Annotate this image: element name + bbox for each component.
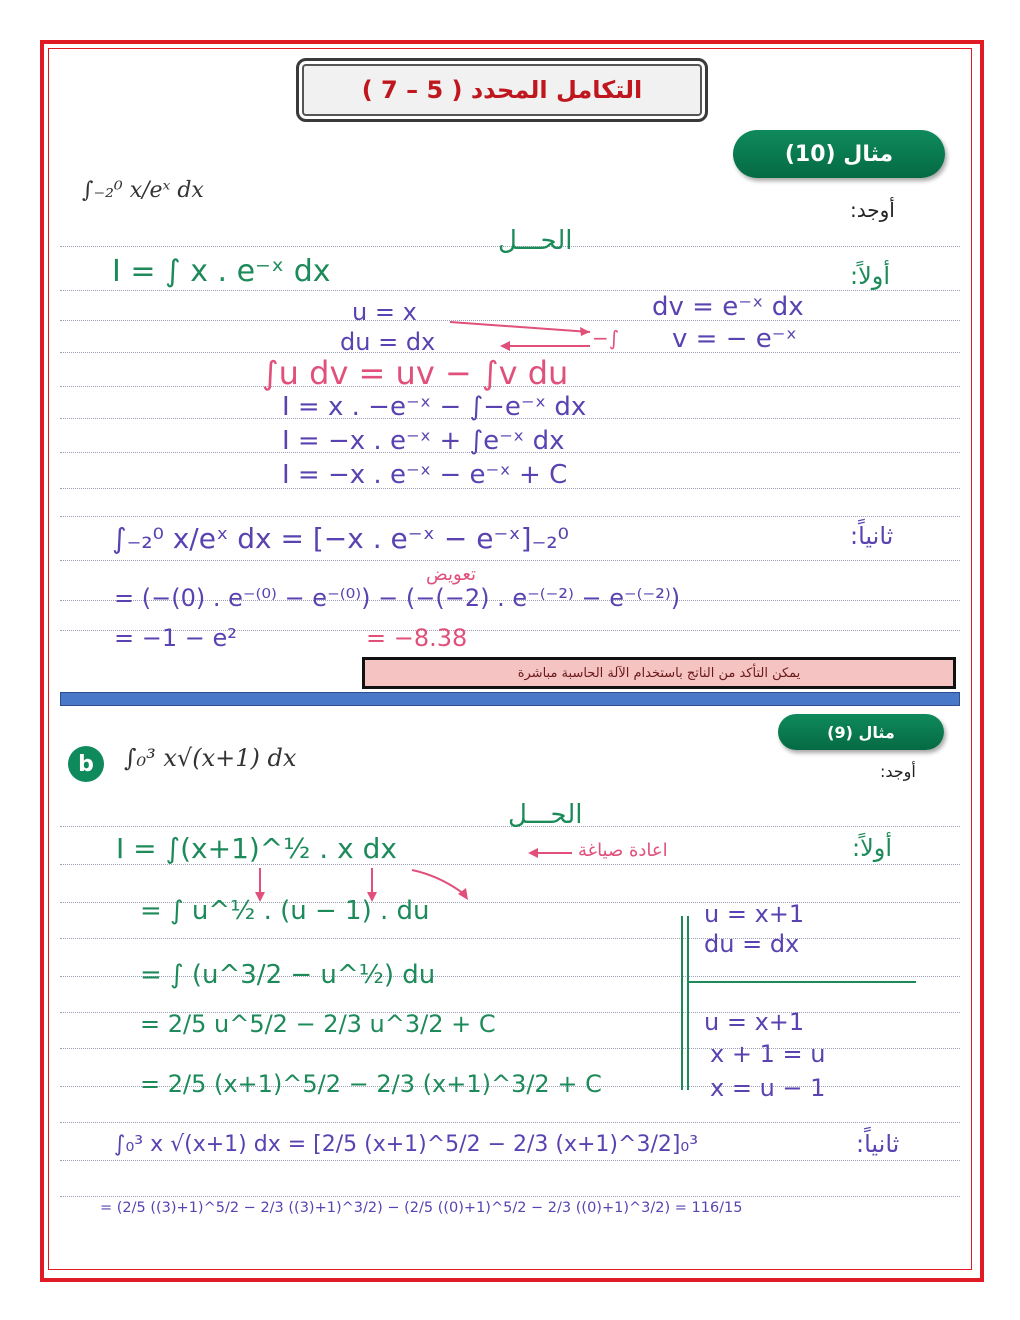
page-title: التكامل المحدد ( 5 – 7 ) bbox=[361, 76, 643, 104]
ruled-line bbox=[60, 1196, 960, 1197]
arrow-left bbox=[526, 846, 574, 860]
ruled-line bbox=[60, 1122, 960, 1123]
ex9-sub-3: u = x+1 bbox=[704, 1008, 805, 1036]
ex9-sub-2: du = dx bbox=[704, 930, 800, 958]
example-9-integral: ∫₀³ x√(x+1) dx bbox=[124, 744, 297, 772]
arrows bbox=[450, 318, 600, 354]
ex10-line-2: I = x . −e⁻ˣ − ∫−e⁻ˣ dx bbox=[282, 392, 587, 422]
ex9-def-1: ∫₀³ x √(x+1) dx = [2/5 (x+1)^5/2 − 2/3 (x+1)^3/2]₀³ bbox=[114, 1132, 699, 1157]
second-label: ثانياً: bbox=[856, 1130, 900, 1158]
example-9-badge: مثال (9) bbox=[778, 714, 944, 750]
ex10-def-3-result: = −8.38 bbox=[366, 624, 468, 652]
calculator-note: يمكن التأكد من الناتج باستخدام الآلة الحاسبة مباشرة bbox=[362, 657, 956, 689]
title-box bbox=[296, 58, 708, 122]
ex9-sub-1: u = x+1 bbox=[704, 900, 805, 928]
ruled-line bbox=[60, 1160, 960, 1161]
ex9-line-5: = 2/5 (x+1)^5/2 − 2/3 (x+1)^3/2 + C bbox=[140, 1070, 602, 1098]
ex10-def-2: = (−(0) . e⁻⁽⁰⁾ − e⁻⁽⁰⁾) − (−(−2) . e⁻⁽⁻²⁾ − e⁻⁽⁻²⁾) bbox=[114, 584, 681, 612]
part-b-marker: b bbox=[68, 746, 104, 782]
ex10-int-symbol: −∫ bbox=[592, 326, 620, 350]
ex9-sub-5: x = u − 1 bbox=[710, 1074, 826, 1102]
ex9-line-3: = ∫ (u^3/2 − u^½) du bbox=[140, 960, 436, 990]
ex10-u: u = x bbox=[352, 298, 417, 326]
ex9-line-1: I = ∫(x+1)^½ . x dx bbox=[116, 832, 397, 865]
ex9-sub-4: x + 1 = u bbox=[710, 1040, 826, 1068]
ex10-line-3: I = −x . e⁻ˣ + ∫e⁻ˣ dx bbox=[282, 426, 565, 456]
ruled-line bbox=[60, 560, 960, 561]
ex9-rearrange: اعادة صياغة bbox=[578, 840, 668, 861]
example-10-badge: مثال (10) bbox=[733, 130, 945, 178]
ex10-du: du = dx bbox=[340, 328, 436, 356]
find-label: أوجد: bbox=[850, 198, 895, 222]
ex10-v: v = − e⁻ˣ bbox=[672, 324, 798, 354]
ruled-line bbox=[60, 290, 960, 291]
ex10-line-1: I = ∫ x . e⁻ˣ dx bbox=[112, 254, 331, 289]
ex10-def-1: ∫₋₂⁰ x/eˣ dx = [−x . e⁻ˣ − e⁻ˣ]₋₂⁰ bbox=[112, 522, 569, 555]
second-label: ثانياً: bbox=[850, 522, 894, 550]
ex9-def-2: = (2/5 ((3)+1)^5/2 − 2/3 ((3)+1)^3/2) − (2/5 ((0)+1)^5/2 − 2/3 ((0)+1)^3/2) = 116/15 bbox=[100, 1200, 743, 1216]
solution-heading: الحـــل bbox=[508, 800, 583, 830]
ruled-line bbox=[60, 516, 960, 517]
ex10-subst: تعويض bbox=[426, 564, 477, 585]
ex9-line-4: = 2/5 u^5/2 − 2/3 u^3/2 + C bbox=[140, 1010, 496, 1038]
ex9-line-2: = ∫ u^½ . (u − 1) . du bbox=[140, 896, 430, 926]
find-label: أوجد: bbox=[880, 762, 916, 781]
example-10-integral: ∫₋₂⁰ x/eˣ dx bbox=[82, 178, 204, 203]
first-label: أولاً: bbox=[852, 834, 893, 862]
section-divider bbox=[60, 692, 960, 706]
solution-heading: الحـــل bbox=[498, 226, 573, 256]
ex10-line-4: I = −x . e⁻ˣ − e⁻ˣ + C bbox=[282, 460, 568, 490]
ex10-formula: ∫u dv = uv − ∫v du bbox=[262, 354, 569, 392]
first-label: أولاً: bbox=[850, 262, 891, 290]
ex10-def-3: = −1 − e² bbox=[114, 624, 237, 652]
ex10-dv: dv = e⁻ˣ dx bbox=[652, 292, 804, 322]
